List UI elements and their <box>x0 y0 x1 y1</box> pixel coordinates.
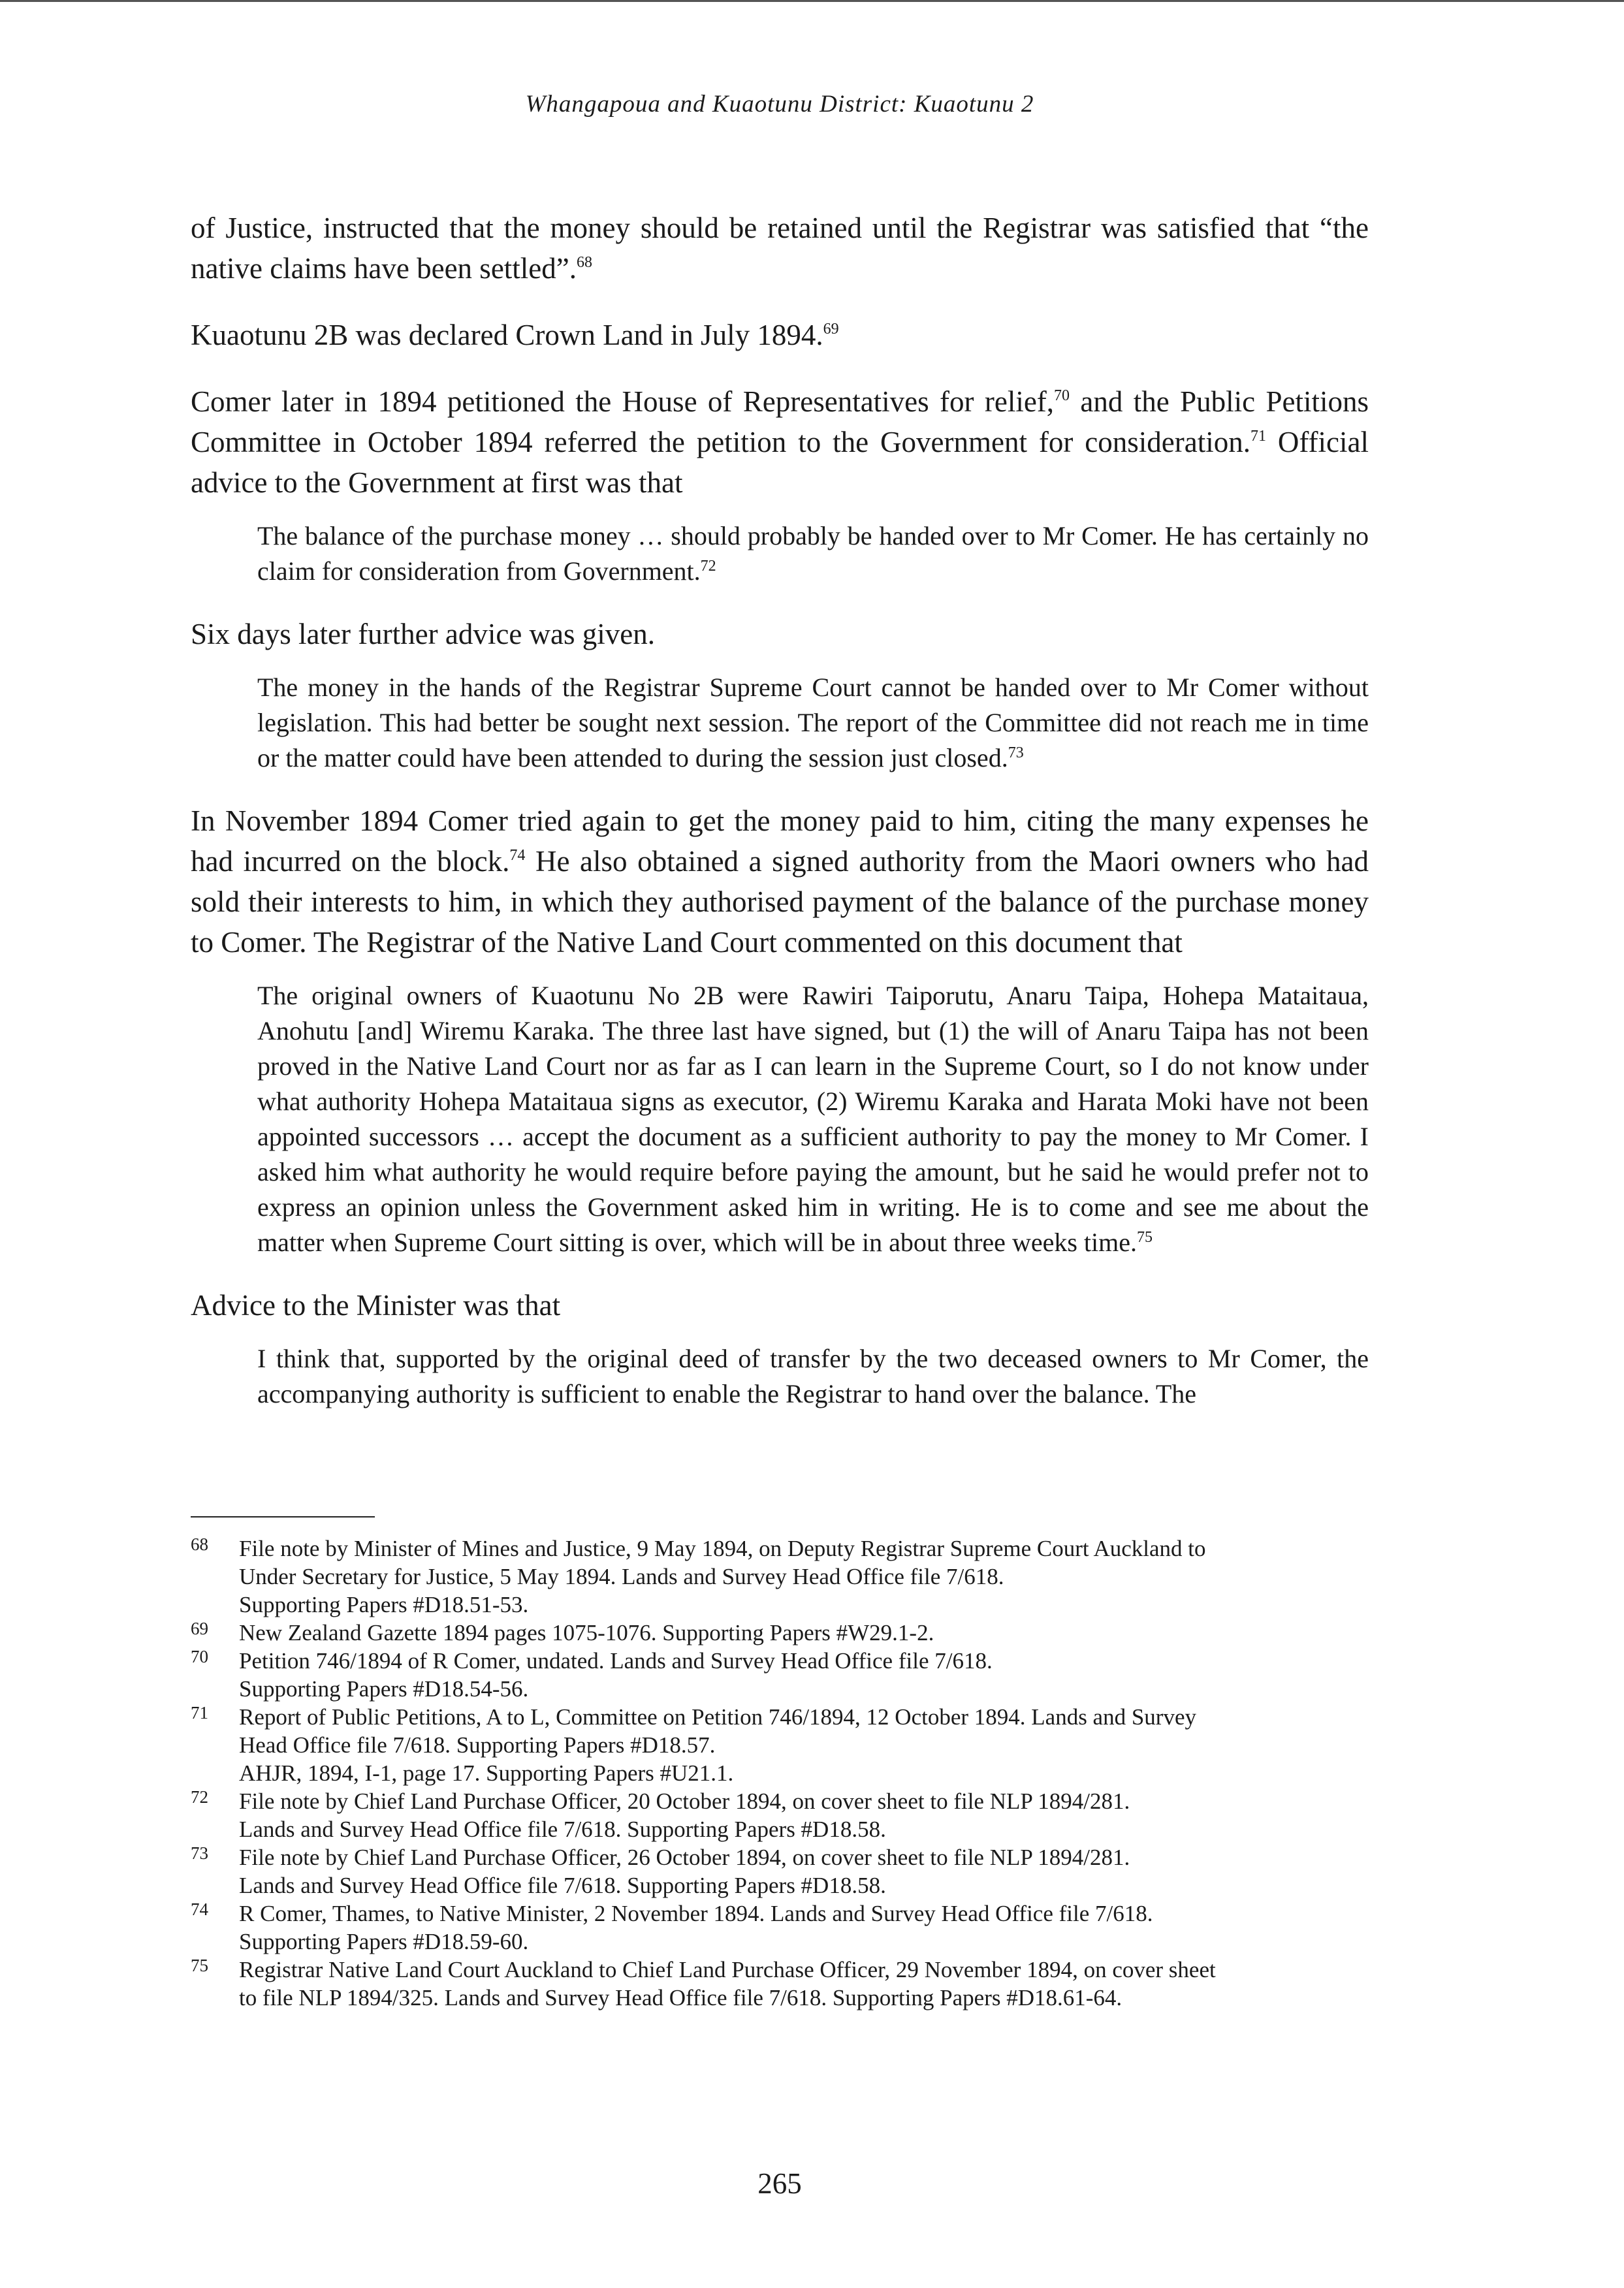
footnote-ref[interactable]: 71 <box>1250 428 1266 445</box>
block-quote <box>257 670 1369 776</box>
footnote-line: New Zealand Gazette 1894 pages 1075-1076. Supporting Papers #W29.1-2. <box>239 1620 934 1645</box>
footnote-text <box>239 1619 1369 1647</box>
quote-text: The balance of the purchase money … should probably be handed over to Mr Comer. He has certainly no claim for consideration from Government. <box>257 521 1369 586</box>
footnote-number: 71 <box>191 1703 208 1723</box>
paragraph-text: He also obtained a signed authority from the Maori owners who had sold their interests to him, in which they authorised payment of the balance of the purchase money to Comer. The Registrar of the Native Land Court commented on this document that <box>191 845 1369 959</box>
block-quote <box>257 518 1369 589</box>
footnote-text <box>239 1899 1369 1956</box>
paragraph-text: Six days later further advice was given. <box>191 618 656 650</box>
quote-text: The money in the hands of the Registrar Supreme Court cannot be handed over to Mr Comer without legislation. This had better be sought next session. The report of the Committee did not reach me in time or the matter could have been attended to during the session just closed. <box>257 673 1369 772</box>
footnote-number: 68 <box>191 1534 208 1554</box>
footnote-line: Petition 746/1894 of R Comer, undated. Lands and Survey Head Office file 7/618. <box>239 1648 993 1674</box>
paragraph <box>191 381 1369 503</box>
footnote-line: Registrar Native Land Court Auckland to Chief Land Purchase Officer, 29 November 1894, on cover sheet <box>239 1957 1216 1982</box>
footnote-text <box>239 1956 1369 2012</box>
paragraph <box>191 315 1369 355</box>
running-head: Whangapoua and Kuaotunu District: Kuaotunu 2 <box>525 91 1034 118</box>
footnote-number: 75 <box>191 1956 208 1975</box>
footnote-separator <box>191 1516 375 1517</box>
footnote-line: Lands and Survey Head Office file 7/618. Supporting Papers #D18.58. <box>239 1817 886 1842</box>
footnote-line: Under Secretary for Justice, 5 May 1894. Lands and Survey Head Office file 7/618. <box>239 1564 1004 1589</box>
paragraph <box>191 1285 1369 1326</box>
footnotes <box>191 1534 1369 2012</box>
body-text <box>191 208 1369 1437</box>
footnote <box>191 1619 1369 1647</box>
footnote-text <box>239 1843 1369 1899</box>
paragraph-text: Kuaotunu 2B was declared Crown Land in July 1894. <box>191 319 823 351</box>
footnote-ref[interactable]: 72 <box>700 558 716 575</box>
footnote <box>191 1843 1369 1899</box>
block-quote <box>257 978 1369 1260</box>
footnote-line: Supporting Papers #D18.59-60. <box>239 1929 529 1954</box>
footnote-line: R Comer, Thames, to Native Minister, 2 November 1894. Lands and Survey Head Office file 7/618. <box>239 1901 1153 1926</box>
paragraph-text: Official advice to the Government at first was that <box>191 426 1369 499</box>
paragraph-text: In November 1894 Comer tried again to get the money paid to him, citing the many expenses he had incurred on the block. <box>191 804 1369 878</box>
footnote <box>191 1956 1369 2012</box>
footnote-text <box>239 1534 1369 1619</box>
footnote-number: 69 <box>191 1619 208 1638</box>
footnote-line: to file NLP 1894/325. Lands and Survey Head Office file 7/618. Supporting Papers #D18.61-64. <box>239 1985 1122 2010</box>
footnote-line: File note by Minister of Mines and Justice, 9 May 1894, on Deputy Registrar Supreme Court Auckland to <box>239 1536 1206 1561</box>
quote-text: The original owners of Kuaotunu No 2B were Rawiri Taiporutu, Anaru Taipa, Hohepa Mataitaua, Anohutu [and] Wiremu Karaka. The three last have signed, but (1) the will of Anaru Taipa has not been proved in the Native Land Court nor as far as I can learn in the Supreme Court, so I do not know under what authority Hohepa Mataitaua signs as executor, (2) Wiremu Karaka and Harata Moki have not been appointed successors … accept the document as a sufficient authority to pay the money to Mr Comer. I asked him what authority he would require before paying the amount, but he said he would prefer not to express an opinion unless the Government asked him in writing. He is to come and see me about the matter when Supreme Court sitting is over, which will be in about three weeks time. <box>257 981 1369 1257</box>
block-quote <box>257 1341 1369 1412</box>
footnote <box>191 1534 1369 1619</box>
page-number: 265 <box>757 2167 802 2200</box>
paragraph <box>191 614 1369 654</box>
footnote-text <box>239 1647 1369 1703</box>
footnote-line: Supporting Papers #D18.51-53. <box>239 1592 529 1617</box>
footnote-line: Head Office file 7/618. Supporting Papers #D18.57. <box>239 1732 716 1758</box>
footnote-ref[interactable]: 68 <box>577 254 592 271</box>
quote-text: I think that, supported by the original deed of transfer by the two deceased owners to Mr Comer, the accompanying authority is sufficient to enable the Registrar to hand over the balance. The <box>257 1344 1369 1408</box>
footnote <box>191 1899 1369 1956</box>
footnote <box>191 1703 1369 1787</box>
footnote-text <box>239 1703 1369 1787</box>
paragraph-text: of Justice, instructed that the money should be retained until the Registrar was satisfied that “the native claims have been settled”. <box>191 212 1369 285</box>
footnote-line: File note by Chief Land Purchase Officer, 20 October 1894, on cover sheet to file NLP 1894/281. <box>239 1788 1130 1814</box>
footnote-number: 72 <box>191 1787 208 1807</box>
footnote-ref[interactable]: 70 <box>1054 387 1070 404</box>
paragraph <box>191 208 1369 289</box>
paragraph-text: Comer later in 1894 petitioned the House of Representatives for relief, <box>191 385 1055 418</box>
paragraph <box>191 801 1369 962</box>
footnote-ref[interactable]: 73 <box>1008 744 1024 761</box>
footnote-ref[interactable]: 74 <box>509 847 526 864</box>
paragraph-text: and the Public Petitions Committee in October 1894 referred the petition to the Government for consideration. <box>191 385 1369 458</box>
footnote-line: File note by Chief Land Purchase Officer, 26 October 1894, on cover sheet to file NLP 1894/281. <box>239 1845 1130 1870</box>
footnote-line: Supporting Papers #D18.54-56. <box>239 1676 529 1702</box>
paragraph-text: Advice to the Minister was that <box>191 1289 561 1322</box>
footnote-ref[interactable]: 69 <box>823 321 839 338</box>
top-edge-rule <box>0 0 1624 2</box>
footnote-ref[interactable]: 75 <box>1137 1229 1153 1246</box>
footnote-text <box>239 1787 1369 1843</box>
footnote-line: AHJR, 1894, I-1, page 17. Supporting Papers #U21.1. <box>239 1760 734 1786</box>
footnote-line: Lands and Survey Head Office file 7/618. Supporting Papers #D18.58. <box>239 1873 886 1898</box>
footnote-number: 74 <box>191 1899 208 1919</box>
footnote <box>191 1787 1369 1843</box>
footnote-line: Report of Public Petitions, A to L, Committee on Petition 746/1894, 12 October 1894. Lands and Survey <box>239 1704 1197 1730</box>
footnote-number: 73 <box>191 1843 208 1863</box>
footnote-number: 70 <box>191 1647 208 1666</box>
footnote <box>191 1647 1369 1703</box>
